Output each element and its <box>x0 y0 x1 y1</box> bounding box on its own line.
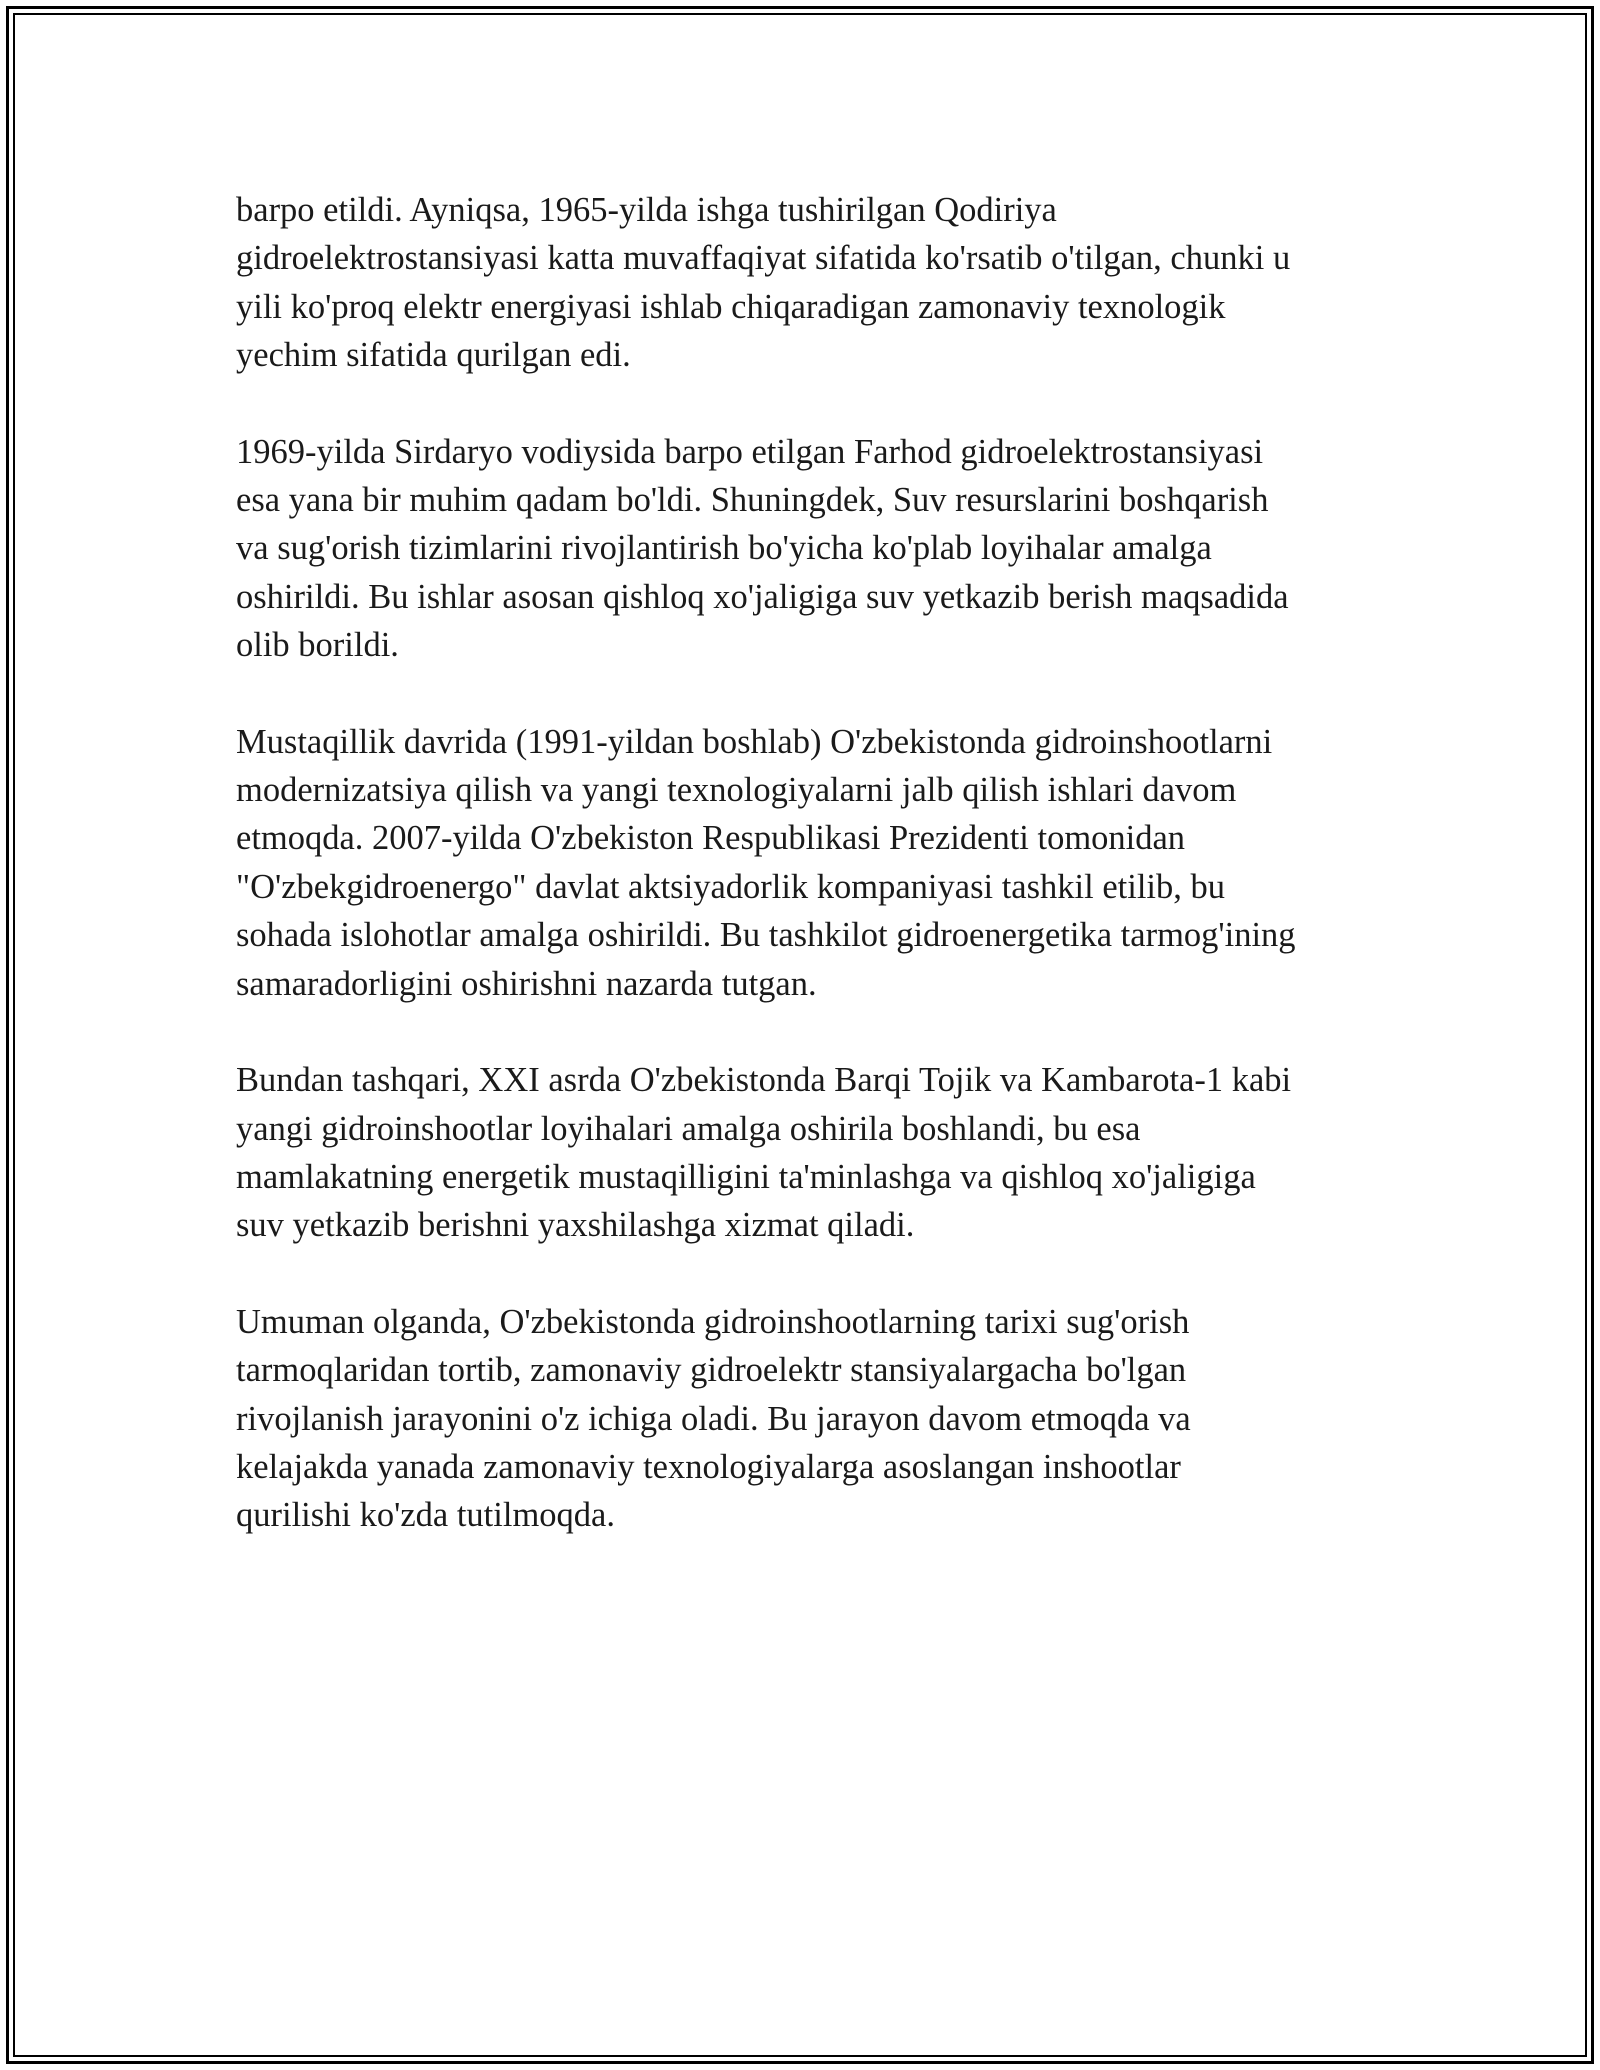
text-line: yili ko'proq elektr energiyasi ishlab chiqaradigan zamonaviy texnologik <box>236 287 1226 326</box>
text-line: 1969-yilda Sirdaryo vodiysida barpo etilgan Farhod gidroelektrostansiyasi <box>236 432 1264 471</box>
text-line: esa yana bir muhim qadam bo'ldi. Shuningdek, Suv resurslarini boshqarish <box>236 481 1269 520</box>
text-line: "O'zbekgidroenergo" davlat aktsiyadorlik kompaniyasi tashkil etilib, bu <box>236 867 1225 906</box>
text-line: mamlakatning energetik mustaqilligini ta'minlashga va qishloq xo'jaligiga <box>236 1157 1256 1196</box>
paragraph <box>236 186 1386 380</box>
text-line: kelajakda yanada zamonaviy texnologiyalarga asoslangan inshootlar <box>236 1447 1181 1486</box>
paragraph <box>236 718 1386 1008</box>
text-line: modernizatsiya qilish va yangi texnologiyalarni jalb qilish ishlari davom <box>236 771 1237 810</box>
text-line: oshirildi. Bu ishlar asosan qishloq xo'jaligiga suv yetkazib berish maqsadida <box>236 577 1289 616</box>
text-line: gidroelektrostansiyasi katta muvaffaqiyat sifatida ko'rsatib o'tilgan, chunki u <box>236 239 1291 278</box>
paragraph <box>236 1298 1386 1540</box>
text-line: Bundan tashqari, XXI asrda O'zbekistonda Barqi Tojik va Kambarota-1 kabi <box>236 1061 1292 1100</box>
text-line: samaradorligini oshirishni nazarda tutgan. <box>236 964 817 1003</box>
text-line: tarmoqlaridan tortib, zamonaviy gidroelektr stansiyalargacha bo'lgan <box>236 1351 1187 1390</box>
text-line: va sug'orish tizimlarini rivojlantirish bo'yicha ko'plab loyihalar amalga <box>236 529 1212 568</box>
paragraph <box>236 428 1386 670</box>
text-line: qurilishi ko'zda tutilmoqda. <box>236 1496 615 1535</box>
document-body <box>236 186 1386 1588</box>
text-line: Mustaqillik davrida (1991-yildan boshlab) O'zbekistonda gidroinshootlarni <box>236 722 1273 761</box>
text-line: yangi gidroinshootlar loyihalari amalga oshirila boshlandi, bu esa <box>236 1109 1141 1148</box>
text-line: etmoqda. 2007-yilda O'zbekiston Respublikasi Prezidenti tomonidan <box>236 819 1186 858</box>
text-line: rivojlanish jarayonini o'z ichiga oladi. Bu jarayon davom etmoqda va <box>236 1399 1191 1438</box>
text-line: suv yetkazib berishni yaxshilashga xizmat qiladi. <box>236 1206 915 1245</box>
text-line: Umuman olganda, O'zbekistonda gidroinshootlarning tarixi sug'orish <box>236 1302 1190 1341</box>
text-line: sohada islohotlar amalga oshirildi. Bu tashkilot gidroenergetika tarmog'ining <box>236 916 1296 955</box>
paragraph <box>236 1056 1386 1250</box>
text-line: barpo etildi. Ayniqsa, 1965-yilda ishga tushirilgan Qodiriya <box>236 191 1057 229</box>
text-line: yechim sifatida qurilgan edi. <box>236 336 631 375</box>
text-line: olib borildi. <box>236 626 399 665</box>
